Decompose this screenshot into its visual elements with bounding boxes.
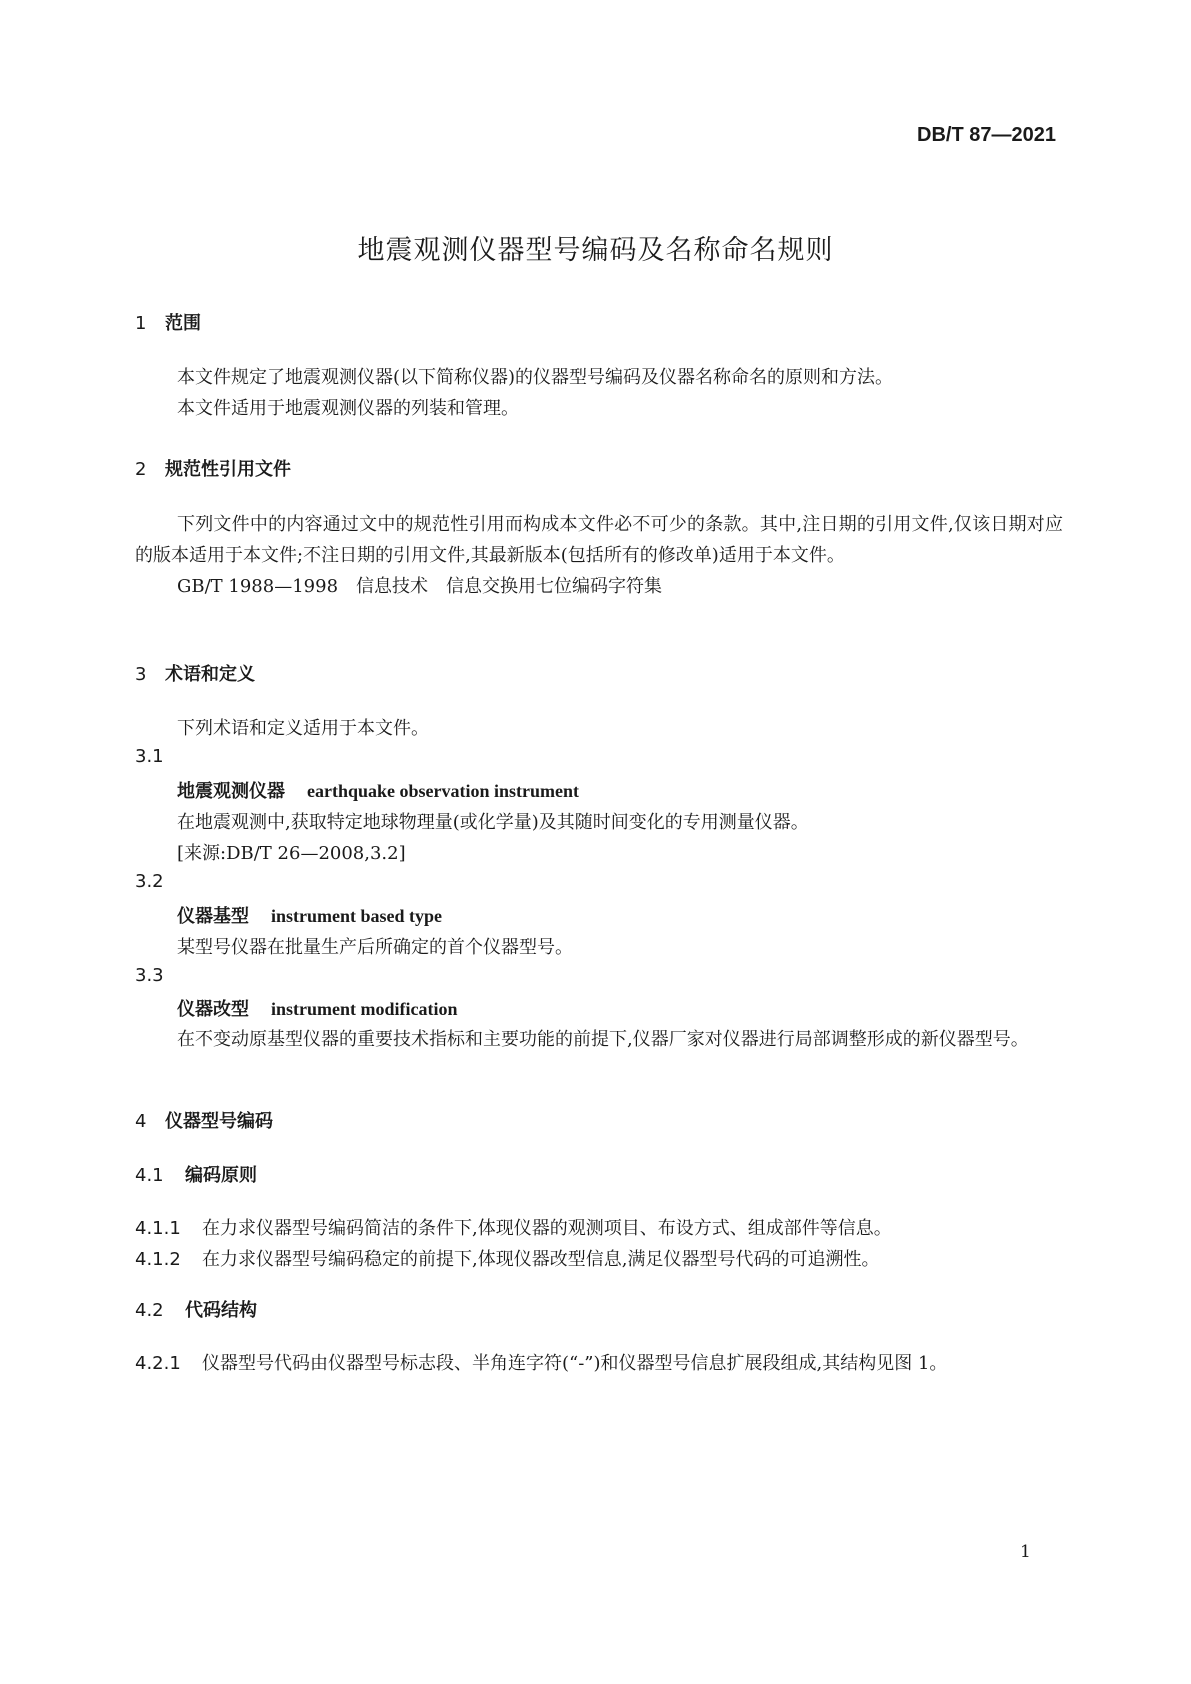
section-4-heading	[135, 1107, 273, 1133]
section-number: 1	[135, 313, 147, 334]
term-en: instrument based type	[271, 906, 443, 926]
section-2-body	[135, 509, 1063, 602]
section-1-heading	[135, 309, 201, 335]
section-number: 2	[135, 459, 147, 480]
standard-code: DB/T 87—2021	[917, 124, 1056, 146]
term-zh: 仪器基型	[177, 906, 249, 927]
clause-4-1-2	[135, 1245, 879, 1271]
section-title: 术语和定义	[165, 664, 255, 685]
term-heading	[177, 995, 458, 1021]
term-definition: 在地震观测中,获取特定地球物理量(或化学量)及其随时间变化的专用测量仪器。	[177, 812, 809, 833]
term-heading	[177, 902, 442, 928]
page-number: 1	[1020, 1542, 1031, 1562]
clause-text: 在力求仪器型号编码简洁的条件下,体现仪器的观测项目、布设方式、组成部件等信息。	[202, 1218, 892, 1239]
clause-text: 仪器型号代码由仪器型号标志段、半角连字符(“-”)和仪器型号信息扩展段组成,其结构见图 1。	[202, 1353, 948, 1374]
terms-intro: 下列术语和定义适用于本文件。	[177, 718, 429, 739]
term-number: 3.2	[135, 871, 164, 892]
section-number: 3	[135, 664, 147, 685]
term-definition	[135, 1024, 1063, 1055]
clause-number: 4.1.1	[135, 1218, 181, 1239]
subsection-4-2-heading	[135, 1296, 257, 1322]
section-title: 仪器型号编码	[165, 1111, 273, 1132]
subsection-number: 4.2	[135, 1300, 164, 1321]
clause-4-2-1	[135, 1349, 947, 1375]
term-heading	[177, 777, 579, 803]
section-2-heading	[135, 455, 291, 481]
term-number: 3.1	[135, 746, 164, 767]
clause-text: 在力求仪器型号编码稳定的前提下,体现仪器改型信息,满足仪器型号代码的可追溯性。	[202, 1249, 880, 1270]
section-3-heading	[135, 660, 255, 686]
section-1-body	[135, 362, 1063, 424]
term-number: 3.3	[135, 965, 164, 986]
term-en: instrument modification	[271, 999, 458, 1019]
section-title: 范围	[165, 313, 201, 334]
term-source: [来源:DB/T 26—2008,3.2]	[177, 843, 406, 864]
clause-4-1-1	[135, 1214, 892, 1240]
term-en: earthquake observation instrument	[307, 781, 580, 801]
paragraph: 下列文件中的内容通过文中的规范性引用而构成本文件必不可少的条款。其中,注日期的引用文件,仅该日期对应的版本适用于本文件;不注日期的引用文件,其最新版本(包括所有的修改单)适用于本文件。	[135, 514, 1063, 566]
paragraph: 本文件适用于地震观测仪器的列装和管理。	[177, 398, 519, 419]
clause-number: 4.2.1	[135, 1353, 181, 1374]
subsection-title: 代码结构	[185, 1300, 257, 1321]
subsection-4-1-heading	[135, 1161, 257, 1187]
section-number: 4	[135, 1111, 147, 1132]
paragraph: 本文件规定了地震观测仪器(以下简称仪器)的仪器型号编码及仪器名称命名的原则和方法。	[177, 367, 894, 388]
normative-reference: GB/T 1988—1998 信息技术 信息交换用七位编码字符集	[177, 576, 663, 597]
term-zh: 地震观测仪器	[177, 781, 285, 802]
term-zh: 仪器改型	[177, 999, 249, 1020]
paragraph: 在不变动原基型仪器的重要技术指标和主要功能的前提下,仪器厂家对仪器进行局部调整形成的新仪器型号。	[177, 1029, 1029, 1050]
term-definition: 某型号仪器在批量生产后所确定的首个仪器型号。	[177, 937, 573, 958]
subsection-number: 4.1	[135, 1165, 164, 1186]
document-title: 地震观测仪器型号编码及名称命名规则	[357, 235, 834, 266]
clause-number: 4.1.2	[135, 1249, 181, 1270]
section-title: 规范性引用文件	[165, 459, 291, 480]
subsection-title: 编码原则	[185, 1165, 257, 1186]
